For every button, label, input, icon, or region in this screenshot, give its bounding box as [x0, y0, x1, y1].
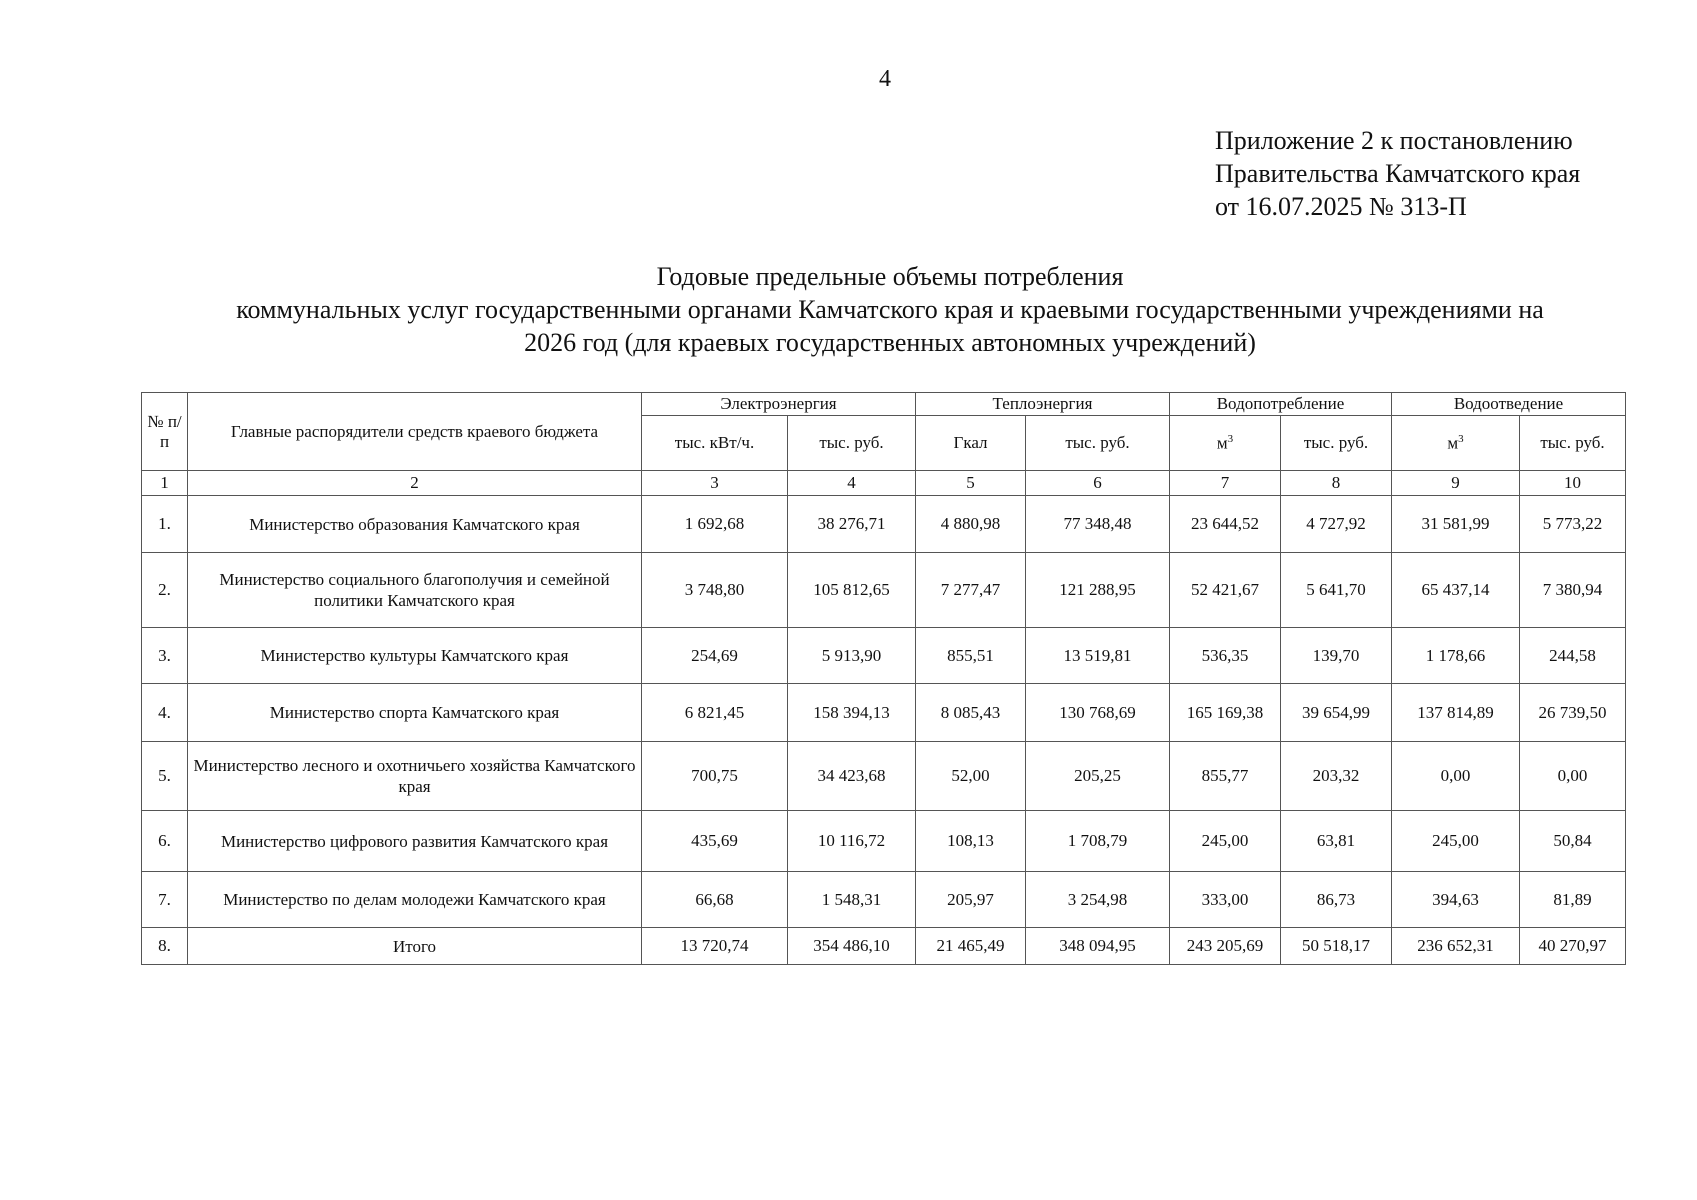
total-cell: 348 094,95 — [1026, 928, 1170, 965]
ministry-name: Министерство спорта Камчатского края — [188, 684, 642, 742]
row-number: 8. — [142, 928, 188, 965]
row-number: 1. — [142, 496, 188, 553]
table-row — [142, 811, 1626, 872]
total-cell: 236 652,31 — [1392, 928, 1520, 965]
value-cell: 203,32 — [1281, 742, 1392, 811]
value-cell: 137 814,89 — [1392, 684, 1520, 742]
table-row — [142, 684, 1626, 742]
unit-header: тыс. руб. — [788, 416, 916, 471]
group-header-water-disposal: Водоотведение — [1392, 393, 1626, 416]
table-row — [142, 553, 1626, 628]
ministry-name: Министерство культуры Камчатского края — [188, 628, 642, 684]
value-cell: 39 654,99 — [1281, 684, 1392, 742]
table-row — [142, 628, 1626, 684]
column-header-number: № п/п — [142, 393, 188, 471]
value-cell: 65 437,14 — [1392, 553, 1520, 628]
column-number: 1 — [142, 471, 188, 496]
value-cell: 63,81 — [1281, 811, 1392, 872]
column-number: 3 — [642, 471, 788, 496]
value-cell: 6 821,45 — [642, 684, 788, 742]
value-cell: 52 421,67 — [1170, 553, 1281, 628]
row-number: 6. — [142, 811, 188, 872]
column-number: 10 — [1520, 471, 1626, 496]
value-cell: 26 739,50 — [1520, 684, 1626, 742]
ministry-name: Министерство по делам молодежи Камчатского края — [188, 872, 642, 928]
title-line: 2026 год (для краевых государственных автономных учреждений) — [524, 328, 1256, 357]
value-cell: 121 288,95 — [1026, 553, 1170, 628]
ministry-name: Министерство социального благополучия и семейной политики Камчатского края — [188, 553, 642, 628]
value-cell: 700,75 — [642, 742, 788, 811]
value-cell: 1 692,68 — [642, 496, 788, 553]
column-number: 5 — [916, 471, 1026, 496]
value-cell: 23 644,52 — [1170, 496, 1281, 553]
group-header-electricity: Электроэнергия — [642, 393, 916, 416]
value-cell: 158 394,13 — [788, 684, 916, 742]
value-cell: 81,89 — [1520, 872, 1626, 928]
value-cell: 245,00 — [1392, 811, 1520, 872]
column-number: 6 — [1026, 471, 1170, 496]
appendix-line: Правительства Камчатского края — [1215, 159, 1581, 188]
appendix-note — [1215, 124, 1580, 223]
value-cell: 38 276,71 — [788, 496, 916, 553]
value-cell: 3 748,80 — [642, 553, 788, 628]
column-number: 8 — [1281, 471, 1392, 496]
column-number: 9 — [1392, 471, 1520, 496]
value-cell: 13 519,81 — [1026, 628, 1170, 684]
total-cell: 21 465,49 — [916, 928, 1026, 965]
column-number: 2 — [188, 471, 642, 496]
value-cell: 108,13 — [916, 811, 1026, 872]
value-cell: 31 581,99 — [1392, 496, 1520, 553]
value-cell: 77 348,48 — [1026, 496, 1170, 553]
value-cell: 394,63 — [1392, 872, 1520, 928]
value-cell: 4 880,98 — [916, 496, 1026, 553]
value-cell: 52,00 — [916, 742, 1026, 811]
row-number: 4. — [142, 684, 188, 742]
total-row — [142, 928, 1626, 965]
value-cell: 855,77 — [1170, 742, 1281, 811]
value-cell: 244,58 — [1520, 628, 1626, 684]
column-number: 4 — [788, 471, 916, 496]
value-cell: 165 169,38 — [1170, 684, 1281, 742]
value-cell: 34 423,68 — [788, 742, 916, 811]
total-label: Итого — [188, 928, 642, 965]
value-cell: 10 116,72 — [788, 811, 916, 872]
group-header-heat: Теплоэнергия — [916, 393, 1170, 416]
row-number: 2. — [142, 553, 188, 628]
row-number: 5. — [142, 742, 188, 811]
ministry-name: Министерство цифрового развития Камчатского края — [188, 811, 642, 872]
column-number: 7 — [1170, 471, 1281, 496]
value-cell: 86,73 — [1281, 872, 1392, 928]
value-cell: 254,69 — [642, 628, 788, 684]
value-cell: 7 277,47 — [916, 553, 1026, 628]
total-cell: 50 518,17 — [1281, 928, 1392, 965]
consumption-limits-table — [141, 392, 1626, 965]
value-cell: 333,00 — [1170, 872, 1281, 928]
value-cell: 8 085,43 — [916, 684, 1026, 742]
value-cell: 0,00 — [1520, 742, 1626, 811]
total-cell: 40 270,97 — [1520, 928, 1626, 965]
value-cell: 3 254,98 — [1026, 872, 1170, 928]
value-cell: 245,00 — [1170, 811, 1281, 872]
row-number: 3. — [142, 628, 188, 684]
ministry-name: Министерство образования Камчатского края — [188, 496, 642, 553]
unit-header: $м^3$ — [1392, 416, 1520, 471]
row-number: 7. — [142, 872, 188, 928]
value-cell: 5 913,90 — [788, 628, 916, 684]
value-cell: 5 641,70 — [1281, 553, 1392, 628]
unit-header: тыс. кВт/ч. — [642, 416, 788, 471]
document-title — [130, 260, 1650, 359]
appendix-line: Приложение 2 к постановлению — [1215, 126, 1573, 155]
group-header-water-supply: Водопотребление — [1170, 393, 1392, 416]
value-cell: 855,51 — [916, 628, 1026, 684]
total-cell: 243 205,69 — [1170, 928, 1281, 965]
unit-header: тыс. руб. — [1520, 416, 1626, 471]
total-cell: 354 486,10 — [788, 928, 916, 965]
unit-header: Гкал — [916, 416, 1026, 471]
value-cell: 1 178,66 — [1392, 628, 1520, 684]
ministry-name: Министерство лесного и охотничьего хозяйства Камчатского края — [188, 742, 642, 811]
value-cell: 0,00 — [1392, 742, 1520, 811]
appendix-line: от 16.07.2025 № 313-П — [1215, 192, 1467, 221]
value-cell: 105 812,65 — [788, 553, 916, 628]
page-number: 4 — [879, 66, 891, 92]
value-cell: 7 380,94 — [1520, 553, 1626, 628]
title-line: Годовые предельные объемы потребления — [656, 262, 1124, 291]
value-cell: 4 727,92 — [1281, 496, 1392, 553]
value-cell: 435,69 — [642, 811, 788, 872]
unit-header: $м^3$ — [1170, 416, 1281, 471]
value-cell: 205,25 — [1026, 742, 1170, 811]
value-cell: 1 548,31 — [788, 872, 916, 928]
value-cell: 66,68 — [642, 872, 788, 928]
table-row — [142, 742, 1626, 811]
table-row — [142, 496, 1626, 553]
value-cell: 139,70 — [1281, 628, 1392, 684]
value-cell: 536,35 — [1170, 628, 1281, 684]
title-line: коммунальных услуг государственными органами Камчатского края и краевыми государственными учреждениями на — [236, 295, 1544, 324]
value-cell: 205,97 — [916, 872, 1026, 928]
unit-header: тыс. руб. — [1281, 416, 1392, 471]
value-cell: 1 708,79 — [1026, 811, 1170, 872]
unit-header: тыс. руб. — [1026, 416, 1170, 471]
total-cell: 13 720,74 — [642, 928, 788, 965]
table-row — [142, 872, 1626, 928]
value-cell: 50,84 — [1520, 811, 1626, 872]
value-cell: 130 768,69 — [1026, 684, 1170, 742]
value-cell: 5 773,22 — [1520, 496, 1626, 553]
column-header-name: Главные распорядители средств краевого бюджета — [188, 393, 642, 471]
